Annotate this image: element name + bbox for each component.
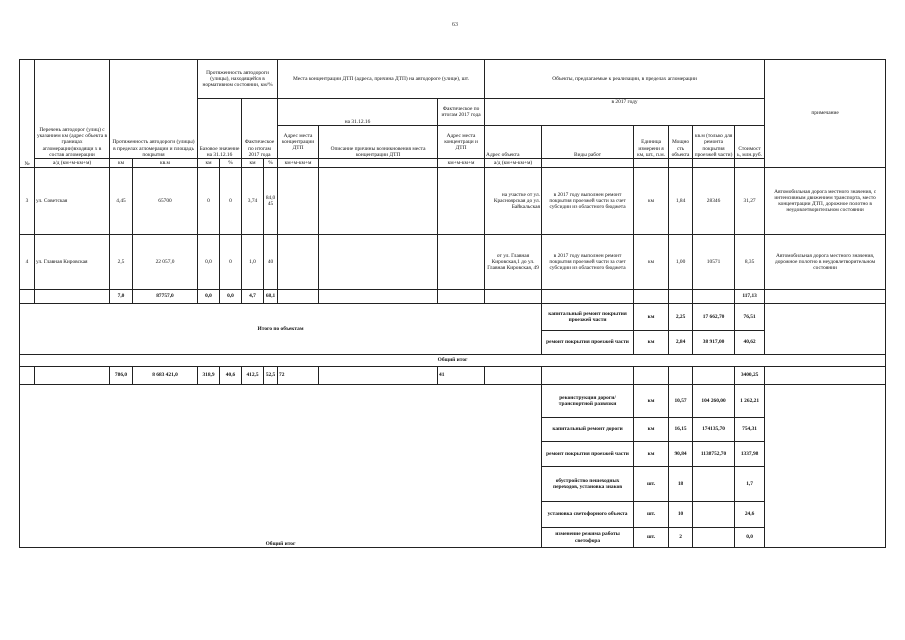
- header-objects: Объекты, предлагаемые к реализации, в пределах агломерации: [485, 60, 765, 99]
- objects-total-unit: км: [634, 331, 669, 355]
- unit-works: [542, 159, 634, 168]
- unit-cost: [735, 159, 765, 168]
- subtotal-area-sqm: 87757,0: [133, 290, 198, 304]
- grand-item-area: [693, 502, 735, 528]
- header-unit: Единица измерени я км, шт., п.м.: [634, 126, 669, 159]
- header-cost: Стоимост ь, млн.руб.: [735, 126, 765, 159]
- header-row-1: [20, 60, 886, 99]
- row-base-pct: 0: [220, 168, 242, 235]
- row-note: Автомобильная дорога местного значения, с интенсивным движением транспорта, место концентрации ДТП, дорожное полотно в неудовлетворительном состоянии: [765, 168, 886, 235]
- header-works: Виды работ: [542, 126, 634, 159]
- header-objects-year: в 2017 году: [485, 99, 765, 126]
- grand-item-work: капитальный ремонт дороги: [542, 418, 634, 442]
- grand-dtp-2017: 41: [438, 367, 485, 385]
- row-road-name: ул. Советская: [35, 168, 110, 235]
- row-no: 4: [20, 235, 35, 290]
- grand-item-power: 16,15: [669, 418, 693, 442]
- grand-item-unit: шт.: [634, 467, 669, 502]
- unit-dtp-reason: [319, 159, 438, 168]
- grand-item-cost: 1337,98: [735, 442, 765, 467]
- grand-item-work: ремонт покрытия проезжей части: [542, 442, 634, 467]
- grand-total-header: Общий итог: [20, 355, 886, 367]
- grand-cost: 3400,25: [735, 367, 765, 385]
- row-base-pct: 0: [220, 235, 242, 290]
- subtotal-cost: 117,13: [735, 290, 765, 304]
- unit-base-pct: %: [220, 159, 242, 168]
- unit-name: а/д (км+м-км+м): [35, 159, 110, 168]
- subtotal-base-pct: 0,0: [220, 290, 242, 304]
- unit-obj-addr: а/д (км+м-км+м): [485, 159, 542, 168]
- row-object-address: от ул. Главная Кировская,1 до ул. Главная Кировская, 49: [485, 235, 542, 290]
- grand-item-power: 10: [669, 502, 693, 528]
- row-road-name: ул. Главная Кировская: [35, 235, 110, 290]
- grand-item-unit: км: [634, 385, 669, 418]
- row-fact-km: 1,0: [242, 235, 264, 290]
- row-base-km: 0: [198, 168, 220, 235]
- grand-dtp-1216: 72: [278, 367, 319, 385]
- grand-item-unit: шт.: [634, 502, 669, 528]
- header-base-value: Базовое значение на 31.12.16: [198, 99, 242, 159]
- grand-item-unit: км: [634, 418, 669, 442]
- agglomeration-roads-table: [19, 59, 886, 548]
- objects-total-work: ремонт покрытия проезжей части: [542, 331, 634, 355]
- grand-item-power: 10,57: [669, 385, 693, 418]
- grand-total-label: Общий итог: [20, 385, 542, 548]
- row-area: 10571: [693, 235, 735, 290]
- row-fact-km: 3,74: [242, 168, 264, 235]
- page-number: 63: [452, 22, 458, 28]
- row-unit: км: [634, 235, 669, 290]
- header-fact-value: Фактическое по итогам 2017 года: [242, 99, 278, 159]
- row-object-address: на участке от ул. Красноярская до ул. Байкальская: [485, 168, 542, 235]
- header-area: кв.м (только для ремонта покрытия проезжей части): [693, 126, 735, 159]
- header-length: Протяженность автодороги (улицы) в пределах агломерации и площадь покрытия: [110, 60, 198, 159]
- grand-item-unit: шт.: [634, 528, 669, 548]
- objects-total-work: капитальный ремонт покрытия проезжей части: [542, 304, 634, 331]
- unit-length-km: км: [110, 159, 133, 168]
- row-unit: км: [634, 168, 669, 235]
- header-note: примечание: [765, 60, 886, 168]
- row-length-km: 2,5: [110, 235, 133, 290]
- subtotal-fact-km: 4,7: [242, 290, 264, 304]
- grand-base-km: 318,9: [198, 367, 220, 385]
- row-note: Автомобильная дорога местного значения, дорожное полотно в неудовлетворительном состоянии: [765, 235, 886, 290]
- unit-fact-pct: %: [264, 159, 278, 168]
- grand-fact-km: 412,5: [242, 367, 264, 385]
- objects-total-cost: 76,51: [735, 304, 765, 331]
- table-row: [20, 168, 886, 235]
- header-dtp-address-2017: Адрес места концентраци и ДТП: [438, 126, 485, 159]
- grand-item-cost: 0,0: [735, 528, 765, 548]
- grand-total-item-row: [20, 385, 886, 418]
- grand-total-header-row: [20, 355, 886, 367]
- header-dtp-fact: Фактическое по итогам 2017 года: [438, 99, 485, 126]
- row-cost: 8,35: [735, 235, 765, 290]
- row-base-km: 0,0: [198, 235, 220, 290]
- grand-item-power: 90,84: [669, 442, 693, 467]
- unit-dtp-addr2: км+м-км+м: [438, 159, 485, 168]
- table-row: [20, 235, 886, 290]
- unit-area: [693, 159, 735, 168]
- header-dtp-reason: Описание причины возникновения места концентрации ДТП: [319, 126, 438, 159]
- grand-item-work: установка светофорного объекта: [542, 502, 634, 528]
- objects-total-cost: 40,62: [735, 331, 765, 355]
- objects-total-power: 2,25: [669, 304, 693, 331]
- grand-item-cost: 1,7: [735, 467, 765, 502]
- row-area: 28346: [693, 168, 735, 235]
- row-cost: 31,27: [735, 168, 765, 235]
- grand-item-area: 104 260,00: [693, 385, 735, 418]
- unit-area-sqm: кв.м: [133, 159, 198, 168]
- grand-item-area: 174135,70: [693, 418, 735, 442]
- grand-item-work: обустройство пешеходных переходов, установка знаков: [542, 467, 634, 502]
- subtotal-base-km: 0,0: [198, 290, 220, 304]
- header-power: Мощно сть объекта: [669, 126, 693, 159]
- grand-item-area: [693, 467, 735, 502]
- header-units-row: [20, 159, 886, 168]
- row-area-sqm: 65700: [133, 168, 198, 235]
- header-dtp-address: Адрес места концентрации ДТП: [278, 126, 319, 159]
- grand-item-power: 2: [669, 528, 693, 548]
- objects-total-power: 2,84: [669, 331, 693, 355]
- row-works: в 2017 году выполнен ремонт покрытия проезжей части за счет субсидии из областного бюджета: [542, 168, 634, 235]
- grand-item-area: [693, 528, 735, 548]
- subtotal-row: [20, 290, 886, 304]
- grand-item-cost: 1 262,21: [735, 385, 765, 418]
- grand-fact-pct: 52,5: [264, 367, 278, 385]
- grand-item-unit: км: [634, 442, 669, 467]
- grand-base-pct: 40,6: [220, 367, 242, 385]
- row-works: в 2017 году выполнен ремонт покрытия проезжей части за счет субсидии из областного бюджета: [542, 235, 634, 290]
- row-no: 3: [20, 168, 35, 235]
- grand-total-values-row: [20, 367, 886, 385]
- header-normative-state: Протяженность автодороги (улицы), находящейся в нормативном состоянии, км/%: [198, 60, 278, 99]
- grand-area-sqm: 8 683 421,0: [133, 367, 198, 385]
- unit-fact-km: км: [242, 159, 264, 168]
- row-power: 1,84: [669, 168, 693, 235]
- header-no: №: [20, 60, 35, 168]
- grand-item-power: 18: [669, 467, 693, 502]
- objects-total-label: Итого по объектам: [20, 304, 542, 355]
- grand-item-work: изменение режима работы светофора: [542, 528, 634, 548]
- unit-power: [669, 159, 693, 168]
- header-dtp-places: Места концентрации ДТП (адреса, причина ДТП) на автодороге (улице), шт.: [278, 60, 485, 99]
- unit-base-km: км: [198, 159, 220, 168]
- objects-total-area: 17 662,70: [693, 304, 735, 331]
- row-fact-pct: 84,045: [264, 168, 278, 235]
- row-length-km: 4,45: [110, 168, 133, 235]
- unit-unit: [634, 159, 669, 168]
- row-power: 1,00: [669, 235, 693, 290]
- objects-total-unit: км: [634, 304, 669, 331]
- objects-total-area: 38 917,00: [693, 331, 735, 355]
- grand-item-area: 1138752,70: [693, 442, 735, 467]
- unit-dtp-addr: км+м-км+м: [278, 159, 319, 168]
- grand-item-cost: 24,6: [735, 502, 765, 528]
- header-road-list: Перечень автодорог (улиц) с указанием км (адрес объекта в границах агломерации)входящи х в состав агломерации: [35, 60, 110, 159]
- subtotal-fact-pct: 68,1: [264, 290, 278, 304]
- header-object-address: Адрес объекта: [485, 126, 542, 159]
- row-area-sqm: 22 057,0: [133, 235, 198, 290]
- grand-length-km: 786,0: [110, 367, 133, 385]
- row-fact-pct: 40: [264, 235, 278, 290]
- objects-total-row: [20, 304, 886, 331]
- subtotal-length-km: 7,0: [110, 290, 133, 304]
- grand-item-work: реконструкция дороги/транспортной развязки: [542, 385, 634, 418]
- header-dtp-date: на 31.12.16: [278, 99, 438, 126]
- grand-item-cost: 754,31: [735, 418, 765, 442]
